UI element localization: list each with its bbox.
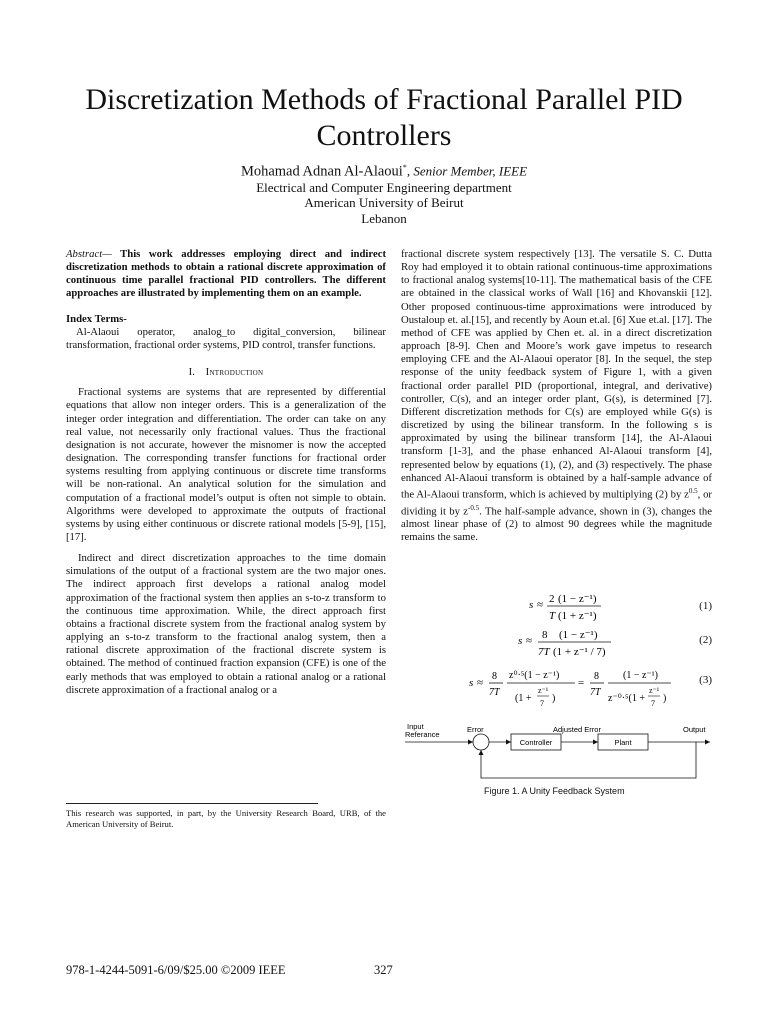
paper-title: Discretization Methods of Fractional Parallel PID Controllers [85,83,683,152]
eq3-inner-num: z⁻¹ [538,686,549,695]
figure-caption: Figure 1. A Unity Feedback System [484,786,625,796]
eq3-num-expr-b: (1 − z⁻¹) [623,670,659,681]
eq3-s: s [469,677,474,689]
input-label-1: Input [407,722,424,731]
section-heading [66,366,386,379]
eq1-num-expr: (1 − z⁻¹) [558,593,597,605]
intro-paragraph-2: Indirect and direct discretization approaches to the time domain simulations of the output of a fractional system are the two major ones. The indirect approach first develops a rational analog model approximation of the fractional system then applies an s-to-z transform to the continuous time approximation. While, the direct approach first obtains a fractional discrete system from the fractional analog system by applying an s-to-z transform to the fractional analog system, then a rational discrete approximation of the fractional discrete system is obtained. The method of continued fraction expansion (CFE) is one of the early methods that was employed to obtain a rational analog or a rational discrete approximation of a fractional analog or a [66,552,386,696]
abstract-label: Abstract— [66,248,112,260]
output-label: Output [683,725,706,734]
eq2-den-coef: 7T [538,646,550,658]
error-arrowhead [506,740,511,745]
index-terms: Al-Alaoui operator, analog_to digital_conversion, bilinear transformation, fractional order systems, PID control, transfer functions. [66,325,386,351]
right-paragraph [401,248,712,545]
input-label-2: Referance [405,730,440,739]
eq2-s: s [518,635,523,647]
output-arrowhead [705,740,710,745]
equation-3-formula [401,666,671,712]
equation-2 [401,626,712,666]
equation-1-number: (1) [699,600,712,612]
eq3-den-close-b: ) [663,693,667,704]
affiliation-department: Electrical and Computer Engineering department [256,179,512,195]
eq2-approx: ≈ [526,635,533,647]
eq2-num-expr: (1 − z⁻¹) [559,629,598,641]
eq1-num-coef: 2 [549,593,555,605]
index-terms-label: Index Terms- [66,312,127,325]
affiliation-university: American University of Beirut [304,195,464,211]
exponent-half: 0.5 [688,486,698,495]
equation-2-formula [401,626,661,666]
isbn-copyright: 978-1-4244-5091-6/09/$25.00 ©2009 IEEE [66,963,286,977]
abstract-text: This work addresses employing direct and indirect discretization methods to obtain a rational discrete approximation of continuous time parallel fractional PID controllers. The different approaches are illustrated by implementing them on an example. [66,248,386,300]
author-footnote-mark: * [402,163,407,172]
plant-arrowhead [593,740,598,745]
left-column [66,248,386,697]
eq3-approx: ≈ [477,677,484,689]
eq1-s: s [529,599,534,611]
footnote: This research was supported, in part, by the University Research Board, URB, of the American University of Beirut. [66,808,386,829]
eq3-inner-den-b: 7 [651,699,655,708]
right-paragraph-body: fractional discrete system respectively [13]. The versatile S. C. Dutta Roy had employed it to obtain rational continuous-time approximations to fractional analog systems[10-11]. The mathematical basis of the CFE are obtained in the classical works of Wall [16] and Khovanskii [12]. Other proposed continuous-time approximations were introduced by Oustaloup et. al.[15], and recently by Aoun et.al. [6] Xue et.al. [17]. The method of CFE was applied by Chen et. al. in a direct discretization approach [8-9]. Chen and Moore’s work gave impetus to research employing CFE and the Al-Alaoui operator [8]. In the sequel, the step response of the unity feedback system of Figure 1, with a given fractional order parallel PID (proportional, integral, and derivative) controller, C(s), and an integer order plant, G(s), is determined [7]. Different discretization methods for C(s) are employed while G(s) is discretized by using the bilinear transform. In the following s is approximated by using the bilinear transform [14], the Al-Alaoui transform [1-3], and the phase enhanced Al-Alaoui transform [4], represented below by equations (1), (2), and (3) respectively. The phase enhanced Al-Alaoui transform is obtained by a half-sample advance of the Al-Alaoui transform, which is achieved by multiplying (2) by z [401,248,712,501]
eq3-coef-8: 8 [492,671,497,682]
eq2-den-expr: (1 + z⁻¹ / 7) [553,646,606,658]
author-name: Mohamad Adnan Al-Alaoui [240,163,403,180]
eq1-den-expr: (1 + z⁻¹) [558,610,597,622]
controller-label: Controller [519,738,553,747]
right-column [401,248,712,545]
feedback-diagram [401,720,712,784]
eq1-den-coef: T [549,610,556,622]
error-label: Error [467,725,484,734]
plant-label: Plant [614,738,632,747]
summing-junction [473,734,489,750]
author-block [40,160,728,226]
eq3-den-open: (1 + [515,693,532,704]
right-paragraph-tail: . The half-sample advance, shown in (3), changes the almost linear phase of (2) to almost 90 degrees while the magnitude remains the same. [401,505,712,544]
right-paragraph-mid: , or dividing it by z [401,488,712,518]
input-arrowhead [468,740,473,745]
eq2-num-coef: 8 [542,629,548,641]
exponent-minus-half: -0.5 [468,503,480,512]
eq3-den-prefix: z⁻⁰·⁵(1 + [608,693,646,704]
eq1-approx: ≈ [537,599,544,611]
eq3-num-expr: z⁰·⁵(1 − z⁻¹) [509,670,560,681]
equation-3 [401,666,712,712]
author-role: , Senior Member, IEEE [406,163,528,179]
affiliation-country: Lebanon [361,210,407,226]
adjusted-error-label: Adjusted Error [553,725,601,734]
intro-paragraph-1: Fractional systems are systems that are represented by differential equations that allow non integer orders. This is a generalization of the integer order integration and differentiation. The order can take on any real value, not necessarily only fractional values. Thus the fractional designation is not accurate, however the misnomer is now the accepted designation. The corresponding transfer functions for fractional order systems resulting from applying continuous or discrete time transforms will be non-rational. An analytical solution for the simulation and computation of a fractional model’s output is often not simple to obtain. Algorithms were developed to approximate the outputs of fractional systems by using either continuous or discrete rational models [5-9], [15], [17]. [66,386,386,543]
page-number: 327 [374,963,393,977]
eq3-den-close: ) [552,693,556,704]
eq3-coef-7t-b: 7T [590,687,601,698]
abstract [66,248,386,301]
eq3-coef-8b: 8 [594,671,599,682]
equation-2-number: (2) [699,634,712,646]
section-number: I. [188,366,195,379]
feedback-arrowhead [479,750,484,755]
eq3-inner-den: 7 [540,699,544,708]
eq3-inner-num-b: z⁻¹ [649,686,660,695]
section-title: Introduction [205,366,264,379]
eq3-coef-7t: 7T [489,687,500,698]
footnote-divider [66,803,318,804]
eq3-equals: = [578,677,585,689]
equation-3-number: (3) [699,674,712,686]
